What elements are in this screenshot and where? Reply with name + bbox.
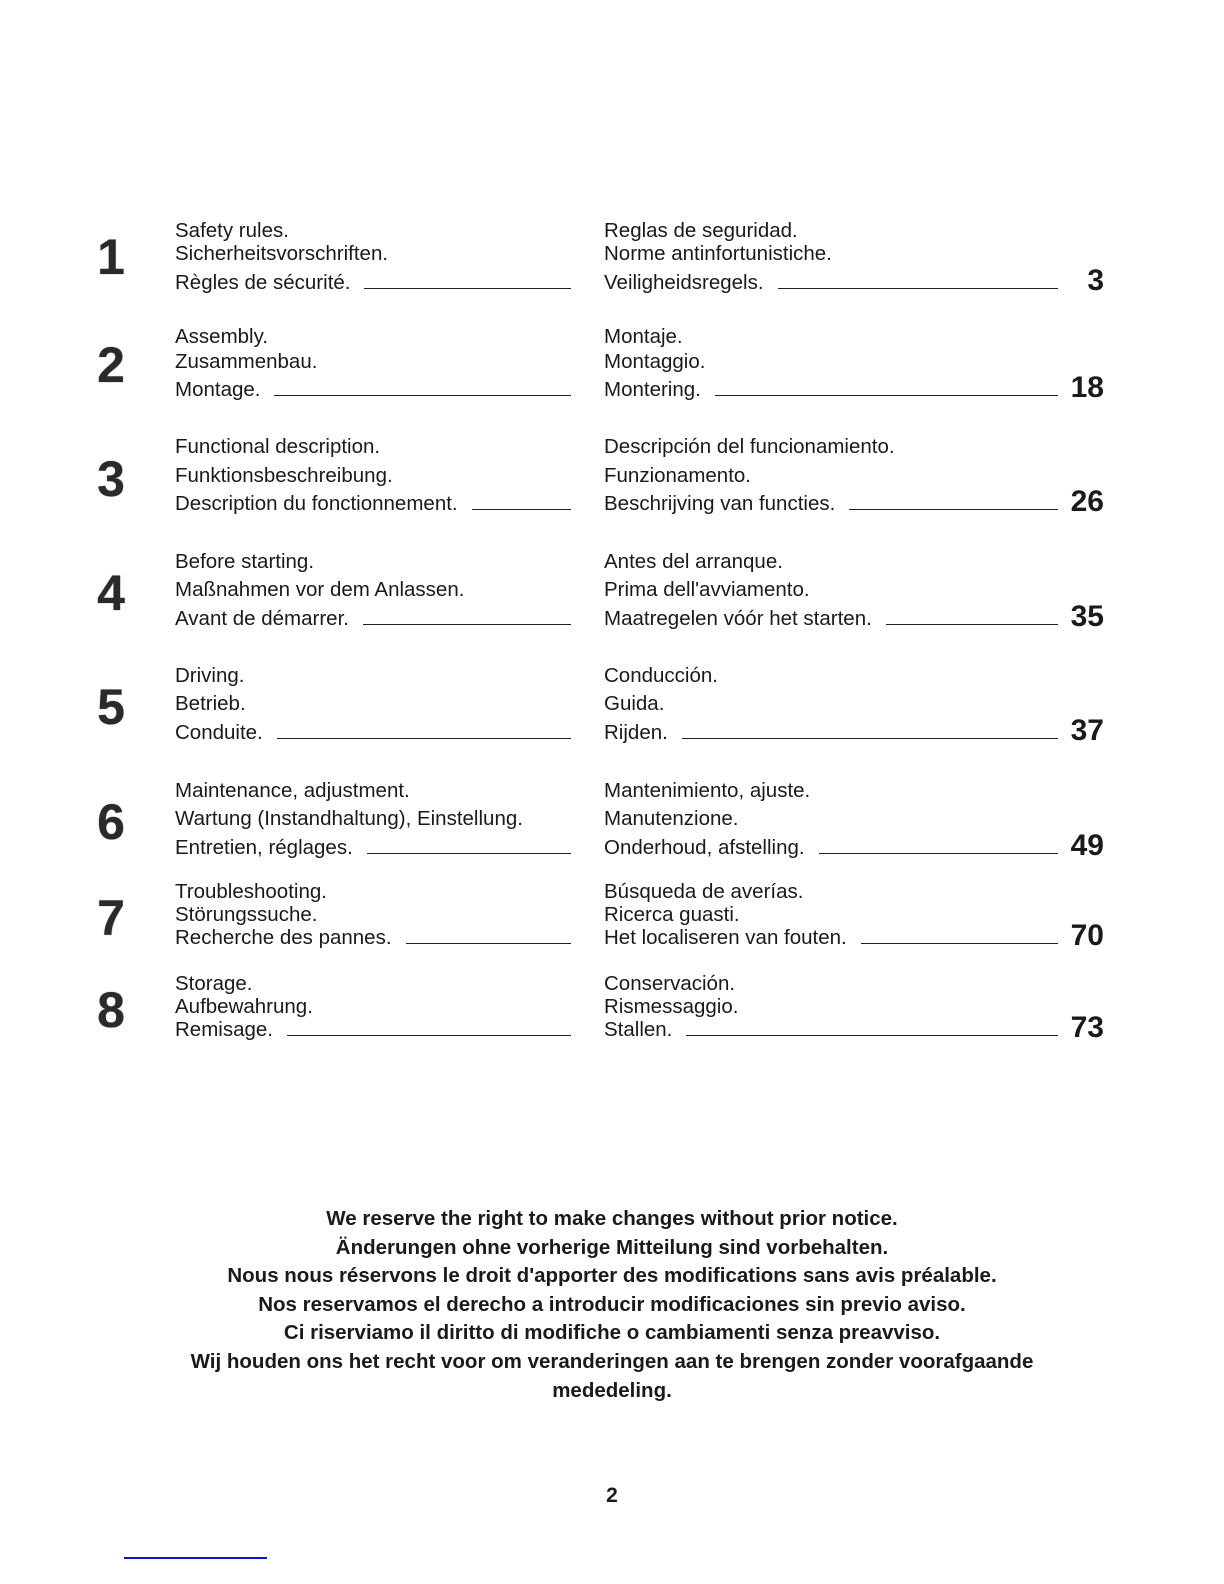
toc-left-line [175, 578, 571, 602]
toc-entry-title: Antes del arranque. [604, 550, 783, 573]
toc-entry-title: Storage. [175, 972, 253, 995]
toc-entry-title: Onderhoud, afstelling. [604, 836, 805, 859]
toc-left-line [175, 836, 571, 860]
toc-left-line [175, 972, 571, 996]
toc-right-line [604, 836, 1058, 860]
section-number: 8 [97, 982, 125, 1038]
toc-left-line [175, 664, 571, 688]
toc-page-number: 18 [1070, 371, 1104, 404]
toc-entry-title: Búsqueda de averías. [604, 880, 804, 903]
toc-left-line [175, 219, 571, 243]
toc-entry-title: Beschrijving van functies. [604, 492, 836, 515]
leader-line [277, 738, 571, 739]
notice-line: Änderungen ohne vorherige Mitteilung sind vorbehalten. [335, 1235, 889, 1259]
leader-line [364, 288, 571, 289]
leader-line [861, 943, 1058, 944]
toc-entry-title: Remisage. [175, 1018, 273, 1041]
toc-left-line [175, 271, 571, 295]
toc-entry-title: Before starting. [175, 550, 315, 573]
toc-entry-title: Sicherheitsvorschriften. [175, 242, 389, 265]
section-number: 2 [97, 337, 125, 393]
toc-entry-title: Zusammenbau. [175, 350, 318, 373]
notice-line: Wij houden ons het recht voor om veranderingen aan te brengen zonder voorafgaande [190, 1349, 1034, 1373]
leader-line [363, 624, 571, 625]
toc-entry-title: Functional description. [175, 435, 381, 458]
toc-left-line [175, 378, 571, 402]
toc-left-line [175, 779, 571, 803]
toc-entry-title: Recherche des pannes. [175, 926, 392, 949]
toc-entry-title: Description du fonctionnement. [175, 492, 458, 515]
section-number: 1 [97, 229, 125, 285]
leader-line [849, 509, 1058, 510]
toc-left-line [175, 721, 571, 745]
leader-line [287, 1035, 571, 1036]
toc-right-line [604, 664, 1058, 688]
toc-entry-title: Ricerca guasti. [604, 903, 740, 926]
toc-right-line [604, 926, 1058, 950]
section-number: 5 [97, 679, 125, 735]
toc-entry-title: Safety rules. [175, 219, 289, 242]
toc-page-number: 37 [1070, 714, 1104, 747]
notice-line: Ci riserviamo il diritto di modifiche o cambiamenti senza preavviso. [283, 1321, 941, 1345]
toc-left-line [175, 692, 571, 716]
toc-left-line [175, 1018, 571, 1042]
toc-right-line [604, 271, 1058, 295]
section-number: 6 [97, 794, 125, 850]
leader-line [367, 853, 571, 854]
toc-left-line [175, 807, 571, 831]
toc-page-number: 26 [1070, 485, 1104, 518]
section-number: 4 [97, 565, 125, 621]
toc-page-number: 49 [1070, 829, 1104, 862]
leader-line [406, 943, 571, 944]
leader-line [715, 395, 1058, 396]
toc-entry-title: Veiligheidsregels. [604, 271, 764, 294]
page-number: 2 [606, 1484, 618, 1507]
toc-left-line [175, 926, 571, 950]
toc-entry-title: Montage. [175, 378, 261, 401]
toc-entry-title: Guida. [604, 692, 665, 715]
toc-right-line [604, 350, 1058, 374]
toc-entry-title: Reglas de seguridad. [604, 219, 798, 242]
toc-entry-title: Avant de démarrer. [175, 607, 349, 630]
toc-page-number: 35 [1070, 600, 1104, 633]
toc-left-line [175, 242, 571, 266]
toc-entry-title: Betrieb. [175, 692, 246, 715]
toc-entry-title: Maßnahmen vor dem Anlassen. [175, 578, 465, 601]
toc-entry-title: Montering. [604, 378, 701, 401]
toc-left-line [175, 995, 571, 1019]
toc-right-line [604, 242, 1058, 266]
toc-left-line [175, 550, 571, 574]
section-number: 3 [97, 451, 125, 507]
toc-right-line [604, 995, 1058, 1019]
toc-entry-title: Het localiseren van fouten. [604, 926, 847, 949]
toc-left-line [175, 492, 571, 516]
toc-left-line [175, 325, 571, 349]
toc-entry-title: Montaje. [604, 325, 683, 348]
toc-entry-title: Descripción del funcionamiento. [604, 435, 895, 458]
toc-entry-title: Conservación. [604, 972, 736, 995]
toc-entry-title: Störungssuche. [175, 903, 318, 926]
toc-right-line [604, 880, 1058, 904]
toc-entry-title: Aufbewahrung. [175, 995, 313, 1018]
toc-right-line [604, 607, 1058, 631]
toc-entry-title: Funzionamento. [604, 464, 752, 487]
toc-right-line [604, 692, 1058, 716]
toc-left-line [175, 880, 571, 904]
toc-entry-title: Montaggio. [604, 350, 706, 373]
notice-line: Nos reservamos el derecho a introducir modificaciones sin previo aviso. [258, 1292, 966, 1316]
notice-line: We reserve the right to make changes without prior notice. [326, 1207, 898, 1230]
toc-entry-title: Stallen. [604, 1018, 673, 1041]
toc-entry-title: Conduite. [175, 721, 263, 744]
toc-right-line [604, 903, 1058, 927]
leader-line [686, 1035, 1058, 1036]
toc-entry-title: Entretien, réglages. [175, 836, 353, 859]
toc-right-line [604, 1018, 1058, 1042]
toc-right-line [604, 550, 1058, 574]
leader-line [886, 624, 1058, 625]
toc-entry-title: Troubleshooting. [175, 880, 327, 903]
leader-line [682, 738, 1058, 739]
toc-entry-title: Rismessaggio. [604, 995, 739, 1018]
toc-right-line [604, 464, 1058, 488]
toc-page-number: 3 [1087, 264, 1104, 297]
toc-left-line [175, 607, 571, 631]
notice-line: Nous nous réservons le droit d'apporter des modifications sans avis préalable. [227, 1264, 997, 1288]
toc-right-line [604, 779, 1058, 803]
toc-page-number: 70 [1070, 919, 1104, 952]
leader-line [472, 509, 571, 510]
toc-entry-title: Maintenance, adjustment. [175, 779, 410, 802]
toc-entry-title: Driving. [175, 664, 245, 687]
toc-entry-title: Rijden. [604, 721, 668, 744]
toc-entry-title: Manutenzione. [604, 807, 739, 830]
toc-entry-title: Funktionsbeschreibung. [175, 464, 393, 487]
toc-entry-title: Wartung (Instandhaltung), Einstellung. [175, 807, 523, 830]
toc-page-number: 73 [1070, 1011, 1104, 1044]
toc-left-line [175, 350, 571, 374]
toc-entry-title: Conducción. [604, 664, 718, 687]
toc-right-line [604, 378, 1058, 402]
toc-right-line [604, 578, 1058, 602]
toc-entry-title: Prima dell'avviamento. [604, 578, 810, 601]
change-notice [0, 1205, 1224, 1405]
toc-right-line [604, 721, 1058, 745]
toc-left-line [175, 464, 571, 488]
toc-right-line [604, 325, 1058, 349]
toc-left-line [175, 435, 571, 459]
toc-right-line [604, 972, 1058, 996]
notice-line: mededeling. [552, 1378, 672, 1402]
toc-entry-title: Maatregelen vóór het starten. [604, 607, 872, 630]
toc-right-line [604, 492, 1058, 516]
leader-line [778, 288, 1058, 289]
toc-right-line [604, 219, 1058, 243]
toc-entry-title: Règles de sécurité. [175, 271, 351, 294]
toc-entry-title: Assembly. [175, 325, 269, 348]
toc-entry-title: Mantenimiento, ajuste. [604, 779, 811, 802]
toc-left-line [175, 903, 571, 927]
toc-right-line [604, 435, 1058, 459]
section-number: 7 [97, 890, 125, 946]
toc-entry-title: Norme antinfortunistiche. [604, 242, 832, 265]
leader-line [819, 853, 1058, 854]
leader-line [274, 395, 571, 396]
link-underline [124, 1557, 267, 1559]
toc-right-line [604, 807, 1058, 831]
